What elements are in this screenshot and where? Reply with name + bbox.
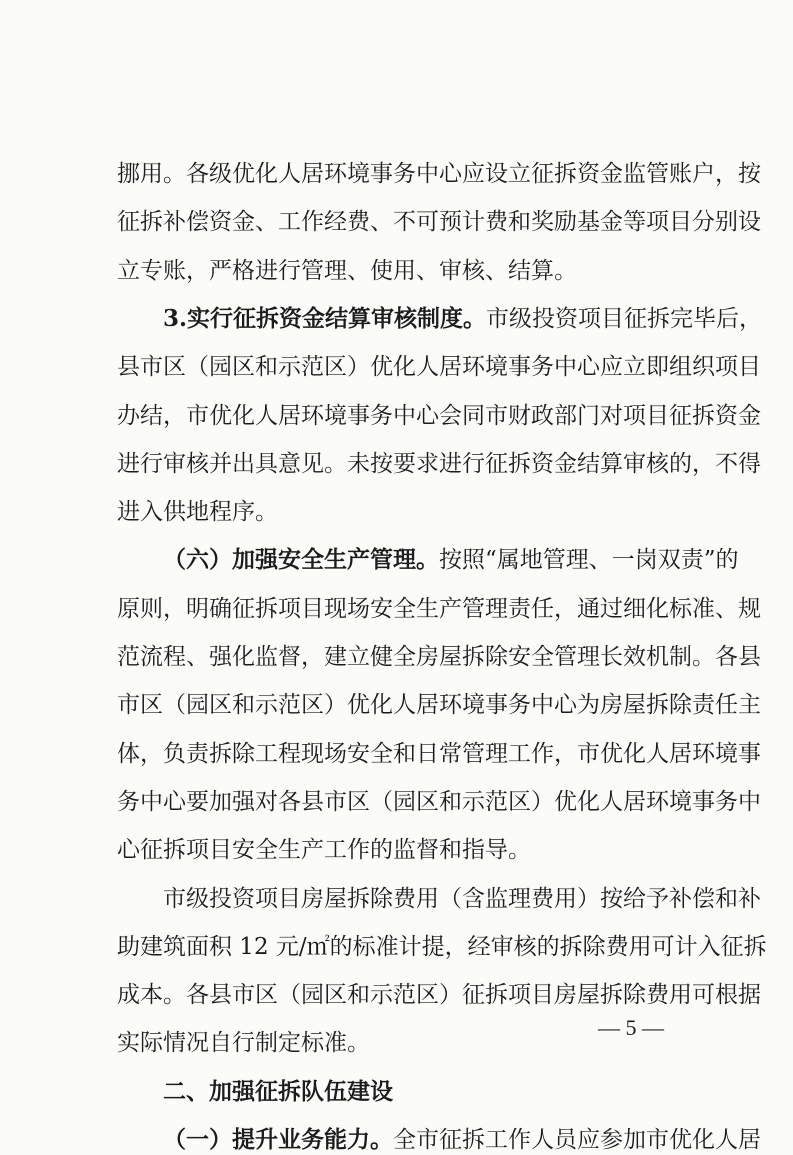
- paragraph-3-line-1: [163, 545, 739, 575]
- paragraph-4-line-2: 助建筑面积 12 元/㎡的标准计提，经审核的拆除费用可计入征拆: [117, 933, 767, 960]
- paragraph-3-line-4: 市区（园区和示范区）优化人居环境事务中心为房屋拆除责任主: [117, 692, 761, 719]
- final-paragraph-line-1-rest: 全市征拆工作人员应参加市优化人居: [393, 1127, 761, 1153]
- paragraph-2-line-3: 办结，市优化人居环境事务中心会同市财政部门对项目征拆资金: [117, 402, 761, 429]
- paragraph-1-line-1: 挪用。各级优化人居环境事务中心应设立征拆资金监管账户，按: [117, 161, 761, 187]
- paragraph-3-line-6: 务中心要加强对各县市区（园区和示范区）优化人居环境事务中: [117, 788, 761, 815]
- paragraph-2-line-1: [163, 304, 763, 334]
- paragraph-2-line-1-lead: 3.实行征拆资金结算审核制度。: [163, 304, 487, 332]
- paragraph-4-line-3: 成本。各县市区（园区和示范区）征拆项目房屋拆除费用可根据: [117, 982, 761, 1009]
- paragraph-3-line-1-rest: 按照“属地管理、一岗双责”的: [439, 547, 739, 574]
- paragraph-2-line-1-rest: 市级投资项目征拆完毕后，: [486, 305, 763, 332]
- paragraph-3-line-7: 心征拆项目安全生产工作的监督和指导。: [117, 837, 531, 864]
- paragraph-3-line-5: 体，负责拆除工程现场安全和日常管理工作，市优化人居环境事: [117, 740, 761, 767]
- paragraph-1-line-2: 征拆补偿资金、工作经费、不可预计费和奖励基金等项目分别设: [117, 209, 761, 236]
- paragraph-3-line-3: 范流程、强化监督，建立健全房屋拆除安全管理长效机制。各县: [117, 644, 761, 670]
- paragraph-3-line-2: 原则，明确征拆项目现场安全生产管理责任，通过细化标准、规: [117, 595, 761, 622]
- paragraph-2-line-2: 县市区（园区和示范区）优化人居环境事务中心应立即组织项目: [117, 354, 761, 381]
- paragraph-3-line-1-lead: （六）加强安全生产管理。: [163, 546, 439, 574]
- final-paragraph-line-1-lead: （一）提升业务能力。: [163, 1126, 393, 1153]
- paragraph-4-line-1: 市级投资项目房屋拆除费用（含监理费用）按给予补偿和补: [163, 885, 761, 912]
- final-paragraph-line-1: [163, 1125, 761, 1155]
- paragraph-2-line-5: 进入供地程序。: [117, 499, 278, 526]
- section-heading: 二、加强征拆队伍建设: [163, 1078, 393, 1105]
- paragraph-2-line-4: 进行审核并出具意见。未按要求进行征拆资金结算审核的，不得: [117, 450, 761, 477]
- page-number: — 5 —: [598, 1015, 664, 1040]
- paragraph-1-line-3: 立专账，严格进行管理、使用、审核、结算。: [117, 257, 577, 284]
- paragraph-4-line-4: 实际情况自行制定标准。: [117, 1030, 370, 1057]
